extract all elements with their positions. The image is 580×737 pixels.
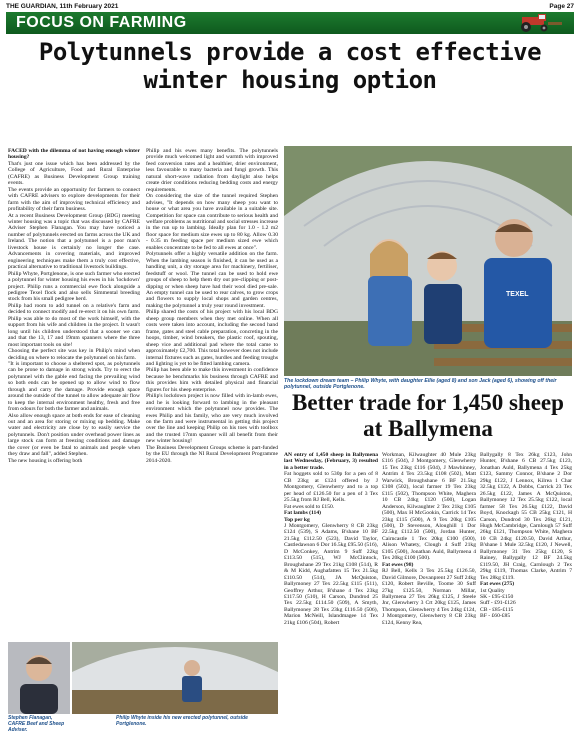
article-paragraph: The events provide an opportunity for farmers to connect with CAFRE advisers to explore developments for their farm with the aim of improving technical efficiency and profitability of their farm business. (8, 186, 140, 213)
sales-line: 1st Quality (480, 587, 505, 594)
adviser-photo (8, 642, 70, 714)
sales-heading: Top per kg (284, 516, 310, 523)
banner-title: FOCUS ON FARMING (16, 14, 187, 31)
article-paragraph: On considering the size of the tunnel required Stephen advises, "It depends on how many sheep you want to house or what area you have available in a suitable site. Competition for space can contribute to serious health and welfare problems as nutritional and social stresses increase in the run up to lambing. Ideally plan for 1.0 - 1.2 m2 floor space for medium size ewes up to 80 kg. Allow 0.30 - 0.35 m feeding space per medium sized ewe which enables concentrate to be fed to all ewes at once". (146, 193, 278, 251)
sales-paragraph: Fat hoggets sold to 530p for a pen of 8 CB 23kg at £124 offered by J Montgomery, Glenwherry and to a top per head of £126.50 for a pen of 3 Tex 25.5kg from RJ Bell, Kells. (284, 471, 378, 504)
main-photo-caption: The lockdown dream team – Philip Whyte, with daughter Ellie (aged 8) and son Jack (aged 6), showing off their polytunnel, outside Portglenone. (284, 378, 557, 390)
sales-paragraph: Workman, Kilwaughter 40 Mule 23kg £116 (504), J Montgomery, Glenwherry 15 Tex 23kg £116 (504), J Mawhinney, Antrim 4 Tex 23.5kg £108 (502), Matt Warwick, Broughshane 6 BF 21.5kg £108 (502), local farmer 19 Tex 23kg £115 (502), Thompson White, Maghera 10 CB 24kg £120 (500), Logan Anderson, Kilwaughter 2 Tex 21kg £105 (500), Max H McGookin, Carrick 14 Tex 23kg £115 (500), A 9 Tex 20kg £105 (500), D Stevenson, Aloughill 1 Dor 22.5kg £112.50 (500), Jordan Hunter, Cairncastle 1 Tex 20kg £100 (500), Alison Whatety, Clough 4 Suff 21kg £105 (500), Jonathan Auld, Ballymena 4 Tex 20kg £100 (500). (382, 452, 476, 562)
article-paragraph: Philip's lockdown project is now filled with in-lamb ewes, and he is looking forward to lambing in the pleasant environment which the polytunnel now provides. The ewes Philip and his family, who are very much involved on the farm and were instrumental in getting this project over the line and keeping Philip on his toes with toolbox and the trusted 17mm spanner will all benefit from their new winter housing! (146, 393, 278, 445)
jacket-logo: TEXEL (506, 291, 529, 298)
article-column-1 (8, 148, 140, 640)
sales-paragraph: RJ Bell, Kells 3 Tex 25.5kg £126.50, David Gilmore, Dovanprent 27 Suff 24kg £120, Robert Beville, Toome 30 Suff 27kg £125.50, Norman Millar, Ballymena 27 Tex 26kg £125, J Steele Jnr, Glenwherry 3 Crt 20kg £125, James Thompson, Glenwherry 4 Tex 24kg £124, J Montgomery, Glenwherry 8 CB 23kg £124, Kenny Rea, (382, 568, 476, 626)
sales-paragraph: J Montgomery, Glenwherry 8 CB 23kg £124 (539), S Adams, B'shane 10 BF 21.5kg £112.50 (523), David Taylor, Castledawson 6 Dor 16.5kg £95.50 (516), D McConkey, Antrim 9 Suff 22kg £113.50 (515), WJ McClintock, Broughshane 29 Tex 21kg £108 (514), R & M Kidd, Aughafatten 15 Tex 21.5kg £110.50 (514), JA McQuiston, Ballymoney 27 Tex 22.5kg £115 (511), Geoffrey Arthur, B'shane 4 Tex 23kg £117.50 (510), H Carson, Dundrod 25 Tex 22.5kg £114.50 (509), A Smyth, Ballymoney 28 Tex 23kg £116.50 (506), Marion McNeill, Islandmagee 14 Tex 21kg £106 (504), Robert (284, 522, 378, 626)
article-paragraph: At a recent Business Development Group (BDG) meeting winter housing was a topic that was discussed by CAFRE Adviser Stephen Flanagan. You may have noticed a number of polytunnels erected on farms across the UK and Ireland. The notion that a polytunnel is a poor man's livestock house is certainly no longer the case. Advancements in covering materials, and improved engineering techniques make them a truly cost effective, practical alternative to traditional livestock buildings. (8, 212, 140, 271)
polytunnel-interior-photo (72, 642, 278, 714)
headline: Polytunnels provide a cost effective winter housing option (38, 38, 542, 94)
sales-paragraph: AN entry of 1,450 sheep in Ballymena last Wednesday, (February, 3) resulted in a better trade. (284, 452, 378, 471)
polytunnel-family-illustration (284, 146, 572, 376)
article-paragraph: Philip has been able to make this investment in confidence because he benchmarks his business through CAFRE and this provides him with detailed physical and financial figures for his sheep enterprise. (146, 367, 278, 393)
sales-column-3 (480, 452, 572, 732)
subheadline: Better trade for 1,450 sheep at Ballymena (292, 390, 564, 441)
article-paragraph: The Business Development Groups scheme is part-funded by the EU through the NI Rural Development Programme 2014-2020. (146, 444, 278, 464)
sales-heading: Fat ewes (275) (480, 581, 515, 588)
article-paragraph: The new housing is offering both (8, 457, 83, 464)
polytunnel-interior-illustration (72, 642, 278, 714)
article-paragraph: Philip Whyte, Portglenone, is one such farmer who erected a polytunnel for winter housing his ewes in his 'lockdown' project. Philip runs a commercial ewe flock alongside a pedigree Texel flock and also sells Simmental breeding stock from his small pedigree herd. (8, 270, 140, 303)
sales-column-1 (284, 452, 378, 732)
polytunnel-photo-caption: Philip Whyte inside his new erected polytunnel, outside Portglenone. (116, 715, 248, 727)
sales-line: Suff - £91-£126 (480, 600, 516, 607)
article-paragraph: FACED with the dilemma of not having enough winter housing? (8, 148, 140, 161)
adviser-portrait-illustration (8, 642, 70, 714)
sales-heading: Fat lambs (114) (284, 510, 321, 517)
paper-date: THE GUARDIAN, 11th February 2021 (6, 3, 119, 10)
main-photo (284, 146, 572, 376)
page-number: Page 27 (549, 3, 574, 10)
article-paragraph: Also allow enough space at both ends for ease of cleaning out and an area for storing or mixing up bedding. Make water and electricity are close by to easily service the polytunnels. Don't position under overhead power lines as large stock can form at freezing conditions and damage the cover (or even be fatal to animals and people when they draw and fall", added Stephen. (8, 412, 140, 458)
article-paragraph: Philip had room to add tunnel on a relative's farm and decided to connect modify and re-erect it on his own farm. Philip was able to do most of the work himself, with the support from his wife and children in the project. It wasn't long until his children understood that a sooner we can and that the 13, 17 and 19mm spanners where the three most important tools on site! (8, 302, 140, 348)
article-column-2 (146, 148, 278, 668)
section-banner (6, 12, 574, 34)
sales-paragraph: Fat ewes sold to £150. (284, 503, 335, 510)
article-paragraph: Choosing the perfect site was key in Philip's mind when deciding on where to relocate the polytunnel on his farm. (8, 348, 140, 361)
tractor-icon (508, 14, 564, 32)
adviser-photo-caption: Stephen Flanagan, CAFRE Beef and Sheep Adviser. (8, 715, 65, 733)
article-paragraph: "It is important to choose a sheltered spot, as polytunnels can be prone to damage in strong winds. Try to erect the polytunnel with the gable end facing the prevailing wind so both ends can be opened up to allow wind to flow through and carry the damage. Provide enough space around the outside of the tunnel to allow adequate air flow to keep the internal environment healthy, fresh and free from odours for both the farmer and animals. (8, 360, 140, 413)
sales-heading: Fat ewes (98) (382, 561, 414, 568)
article-paragraph: Polytunnels offer a highly versatile addition on the farm. When the lambing season is finished, it can be used as a handling unit, a dry storage area for machinery, fertiliser, feedstuff or wool. The tunnel can be used to hold ewe groups of sheep to help them dry out pre-clipping or post-dipping or when sheep have had their wool died pre-sale. An empty tunnel can be used to rear calves, to grow crops and flowers to supply local shops and garden centres, making the polytunnel a truly year round investment. (146, 251, 278, 309)
article-paragraph: Philip shared the costs of his project with his local BDG sheep group members when they met online. When all costs were taken into account, including the second hand frame, gates and steel cable preparation, concreting in the hoops, timber, wind breakers, the plastic roof, spouting, sheep vice and additional pad where the total came to approximately £2,700. This total however does not include internal fixtures such as gates, hurdles and feeding troughs and lighting is yet to be fitted lambing camera. (146, 309, 278, 367)
sales-line: SK - £95-£150 (480, 593, 514, 600)
article-paragraph: That's just one issue which has been addressed by the College of Agriculture, Food and Rural Enterprise (CAFRE) as Business Development Group training events. (8, 160, 140, 187)
sales-paragraph: Ballygally 8 Tex 26kg £123, John Hunter, B'shane 6 CB 27.5kg £123, Jonathan Auld, Ballymena 4 Tex 25kg £123, Sammy Connor, B'shane 2 Dor 29kg £122, J Lennox, Kilrea 1 Char 32.5kg £122, A Dobbs, Carrick 23 Tex 26.5kg £122, James A McQuiston, Ballymoney 12 Tex 25.5kg £122, local farmer 58 Tex 26.5kg £122, David Boyd, Knockagh 55 CB 25kg £121, H Carson, Dundrod 30 Tex 26kg £121, Hugh McCambridge, Carnlough 57 Suff 26kg £121, Thompson White, Maghera 10 CB 24kg £120.50, David Arthur, B'shane 1 Mule 32.5kg £120, J Newell, Ballymoney 31 Tex 25kg £120, S Rainey, Ballygally 12 BF 24.5kg £119.50, JH Craig, Carnlough 2 Tex 29kg £119, Thomas Clarke, Antrim 7 Tex 28kg £119. (480, 452, 572, 581)
sales-line: CB - £85-£115 (480, 606, 514, 613)
article-paragraph: Philip and his ewes many benefits. The polytunnels provide much welcomed light and warmth with improved feed conversion rates and a healthier, drier environment, less favourable to many bacteria and fungi growth. This natural short-wave radiation from daylight also helps create drier conditions reducing bedding costs and energy requirements. (146, 148, 278, 193)
sales-line: BF - £60-£85 (480, 613, 511, 620)
sales-column-2 (382, 452, 476, 732)
